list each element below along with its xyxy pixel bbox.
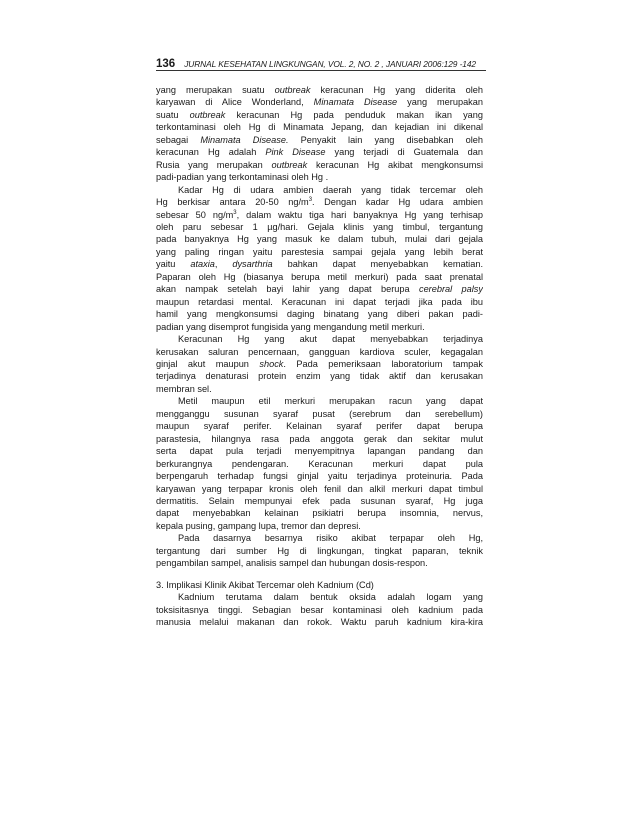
text-line: padian yang disemprot fungisida yang mengandung metil merkuri. [156, 321, 425, 332]
text-line: Paparan oleh Hg (biasanya berupa metil merkuri) pada saat prenatal [156, 271, 483, 282]
text-line: yaitu ataxia, dysarthria bahkan dapat menyebabkan kematian. [156, 259, 483, 270]
text-line: manusia melalui makanan dan rokok. Waktu paruh kadnium kira-kira [156, 617, 483, 628]
text-line: yang paling ringan yaitu parestesia sampai gejala yang lebih berat [156, 246, 483, 257]
paragraph [156, 184, 483, 333]
text-line: keracunan Hg adalah Pink Disease yang terjadi di Guatemala dan [156, 147, 483, 158]
text-line: yang merupakan suatu outbreak keracunan Hg yang diderita oleh [156, 85, 483, 95]
text-line: Rusia yang merupakan outbreak keracunan Hg akibat mengkonsumsi [156, 159, 483, 170]
text-line: Kadar Hg di udara ambien daerah yang tidak tercemar oleh [178, 184, 483, 195]
text-line: pengambilan sampel, analisis sampel dan hubungan dosis-respon. [156, 558, 428, 569]
section-heading [156, 579, 483, 591]
text-line: mengganggu susunan syaraf pusat (serebrum dan serebellum) [156, 408, 483, 419]
text-line: maupun retardasi mental. Keracunan ini dapat terjadi jika pada ibu [156, 296, 483, 307]
text-line: terjadinya denaturasi protein enzim yang tidak aktif dan kerusakan [156, 371, 483, 382]
paragraph [156, 532, 483, 569]
article-body [156, 84, 483, 628]
text-line: ginjal akut maupun shock. Pada pemeriksaan laboratorium tampak [156, 358, 483, 369]
text-line: suatu outbreak keracunan Hg pada penduduk makan ikan yang [156, 109, 483, 120]
text-line: kepala pusing, gampang lupa, tremor dan depresi. [156, 520, 361, 531]
text-line: hamil yang mengkonsumsi daging binatang yang diberi pakan padi- [156, 309, 483, 320]
text-line: dapat menyebabkan kelainan psikiatri berupa insomnia, nervus, [156, 508, 483, 519]
text-line: pada banyaknya Hg yang masuk ke dalam tubuh, mulai dari gejala [156, 234, 483, 245]
text-line: karyawan yang terpapar kronis oleh fenil dan alkil merkuri dapat timbul [156, 483, 483, 494]
section-heading-text: 3. Implikasi Klinik Akibat Tercemar oleh Kadnium (Cd) [156, 579, 374, 590]
text-line: Hg berkisar antara 20-50 $ng/m^3$. Dengan kadar Hg udara ambien [156, 197, 483, 208]
text-line: Keracunan Hg yang akut dapat menyebabkan terjadinya [178, 334, 483, 345]
text-line: kerusakan saluran pencernaan, gangguan kardiova sculer, kegagalan [156, 346, 483, 357]
paragraph [156, 395, 483, 532]
paragraph [156, 333, 483, 395]
text-line: karyawan di Alice Wonderland, Minamata Disease yang merupakan [156, 97, 483, 108]
paragraph [156, 84, 483, 184]
text-line: parastesia, hilangnya rasa pada anggota gerak dan sekitar mulut [156, 433, 483, 444]
text-line: Metil maupun etil merkuri merupakan racun yang dapat [178, 396, 483, 407]
text-line: maupun syaraf perifer. Kelainan syaraf perifer dapat berupa [156, 421, 483, 432]
text-line: berpengaruh terhadap fungsi ginjal yaitu terjadinya proteinuria. Pada [156, 471, 483, 482]
text-line: dermatitis. Selain mempunyai efek pada susunan syaraf, Hg juga [156, 495, 483, 506]
header-rule [156, 70, 486, 71]
text-line: oleh paru sebesar 1 µg/hari. Gejala klinis yang timbul, tergantung [156, 221, 483, 232]
text-line: membran sel. [156, 383, 212, 394]
page-number: 136 [156, 58, 176, 70]
text-line: tergantung dari sumber Hg di lingkungan, tingkat paparan, teknik [156, 545, 483, 556]
text-line: toksisitasnya tinggi. Sebagian besar kontaminasi oleh kadnium pada [156, 604, 483, 615]
text-line: Pada dasarnya besarnya risiko akibat terpapar oleh Hg, [178, 533, 483, 544]
text-line: Kadnium terutama dalam bentuk oksida adalah logam yang [178, 592, 483, 603]
text-line: sebagai Minamata Disease. Penyakit lain yang disebabkan oleh [156, 134, 483, 145]
paragraph [156, 591, 483, 628]
text-line: serta dapat pula terjadi menyempitnya lapangan pandang dan [156, 446, 483, 457]
text-line: berkurangnya pendengaran. Keracunan merkuri dapat pula [156, 458, 483, 469]
section-gap [156, 570, 483, 579]
text-line: sebesar 50 $ng/m^3$, dalam waktu tiga hari banyaknya Hg yang terhisap [156, 209, 483, 220]
text-line: akan nampak setelah bayi lahir yang dapat berupa cerebral palsy [156, 284, 483, 295]
journal-citation: JURNAL KESEHATAN LINGKUNGAN, VOL. 2, NO. 2 , JANUARI 2006:129 -142 [184, 59, 476, 69]
text-line: padi-padian yang terkontaminasi oleh Hg . [156, 172, 329, 183]
text-line: terkontaminasi oleh Hg di Minamata Jepang, dan kejadian ini dikenal [156, 122, 483, 133]
